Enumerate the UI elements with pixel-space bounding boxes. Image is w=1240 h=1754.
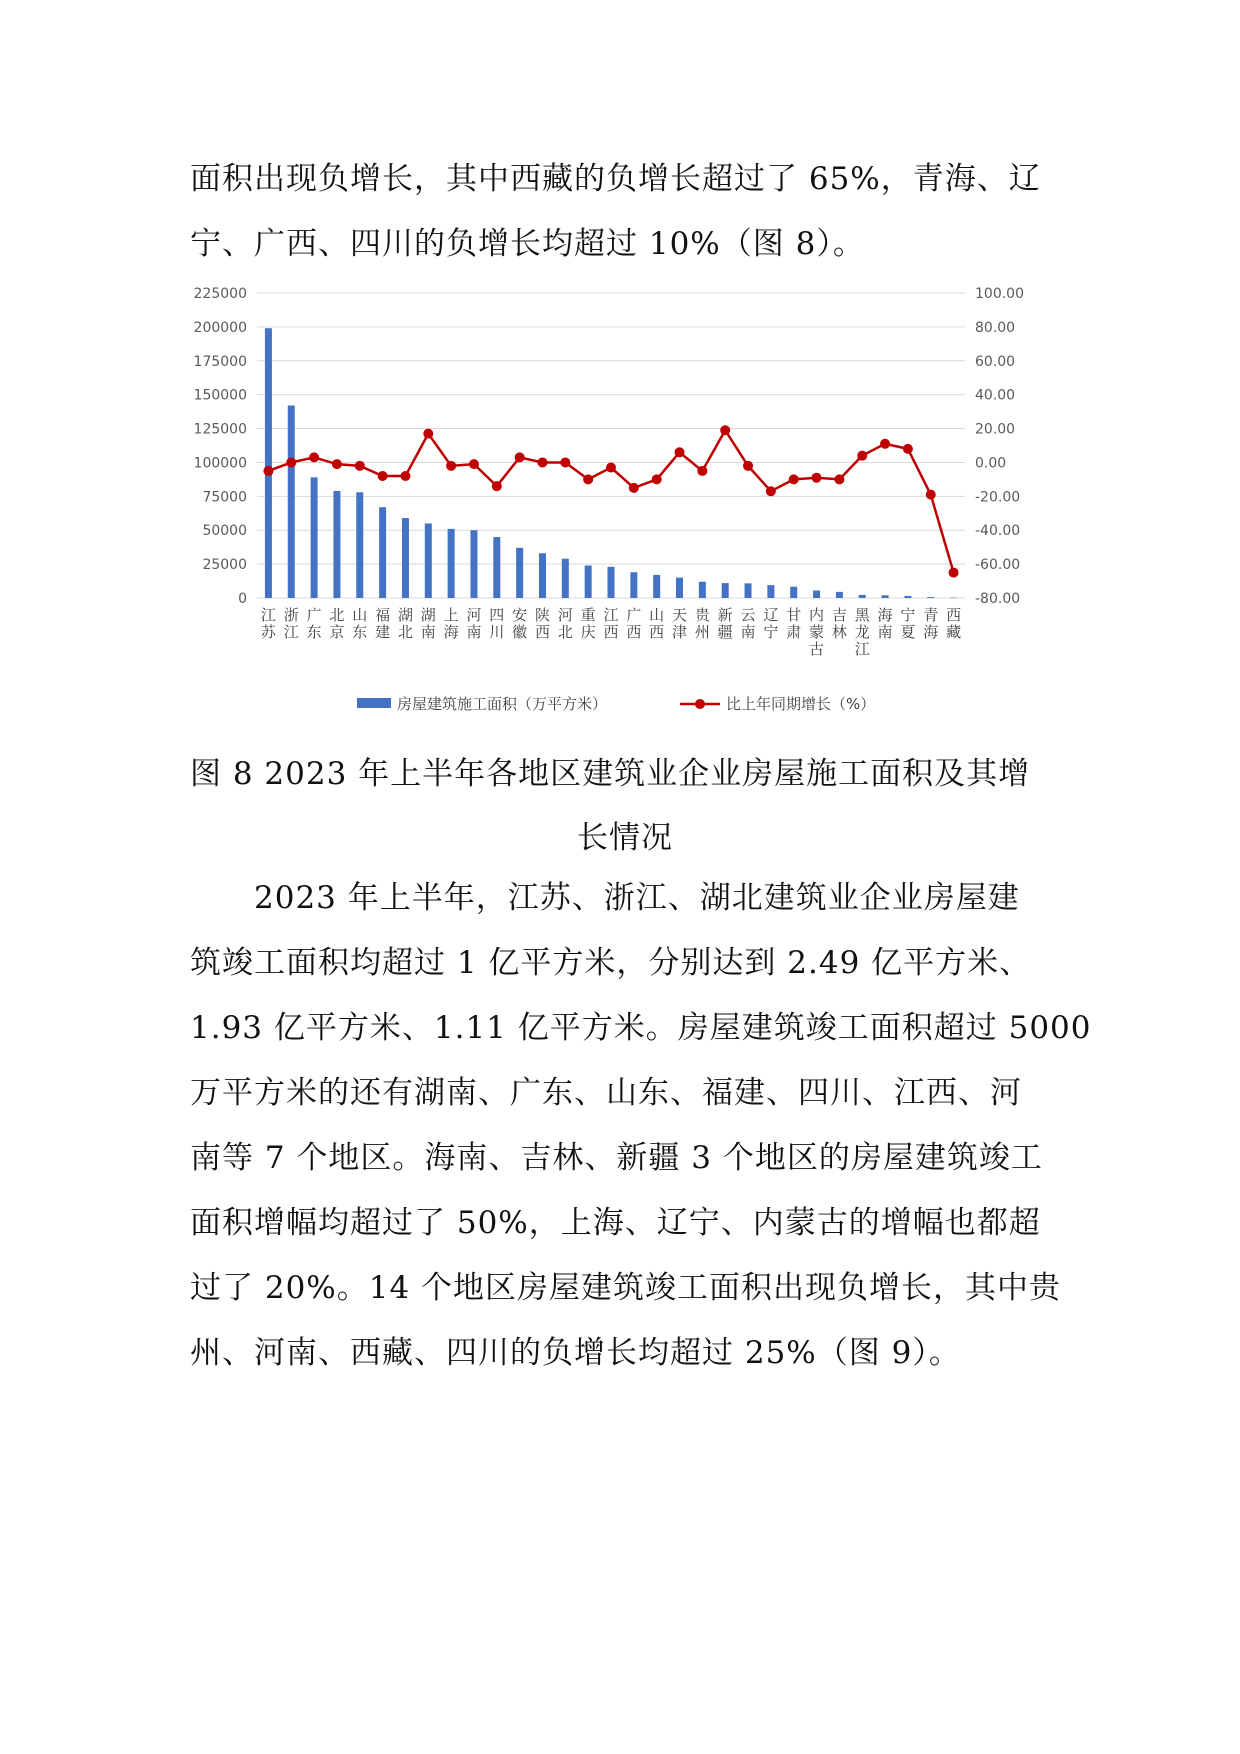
line-point <box>926 490 936 500</box>
left-tick-label: 25000 <box>202 557 247 574</box>
category-label: 山西 <box>649 606 665 641</box>
line-point <box>652 474 662 484</box>
left-tick-label: 100000 <box>193 455 247 472</box>
bar <box>767 585 774 598</box>
line-point <box>697 466 707 476</box>
category-label: 四川 <box>489 606 505 641</box>
line-point <box>332 459 342 469</box>
bar <box>493 537 500 598</box>
line-point <box>903 444 913 454</box>
category-label: 上海 <box>443 606 459 641</box>
bar <box>288 406 295 598</box>
bar <box>402 518 409 598</box>
left-tick-label: 200000 <box>193 319 247 336</box>
left-tick-label: 225000 <box>193 286 247 302</box>
bar <box>904 596 911 598</box>
bar <box>379 507 386 598</box>
text-line: 宁、广西、四川的负增长均超过 10%（图 8）。 <box>190 226 865 262</box>
category-label: 重庆 <box>580 606 596 641</box>
category-label: 云南 <box>740 606 756 641</box>
right-tick-label: 40.00 <box>975 387 1016 404</box>
left-axis-ticks <box>194 286 247 607</box>
text-line: 筑竣工面积均超过 1 亿平方米，分别达到 2.49 亿平方米、 <box>190 945 1032 981</box>
category-label: 北京 <box>329 606 345 641</box>
figure-caption-line1: 图 8 2023 年上半年各地区建筑业企业房屋施工面积及其增 <box>190 756 1031 792</box>
bar <box>745 583 752 598</box>
bar <box>608 567 615 598</box>
category-label: 黑龙江 <box>854 606 870 658</box>
top-paragraph <box>190 147 1060 277</box>
bar <box>790 587 797 598</box>
text-line: 南等 7 个地区。海南、吉林、新疆 3 个地区的房屋建筑竣工 <box>190 1140 1043 1176</box>
line-point <box>766 486 776 496</box>
line-point <box>720 425 730 435</box>
line-point <box>378 471 388 481</box>
right-tick-label: 80.00 <box>975 319 1016 336</box>
bar <box>699 582 706 598</box>
line-point <box>515 452 525 462</box>
bar <box>927 597 934 598</box>
legend-line-marker <box>695 699 705 709</box>
line-point <box>834 474 844 484</box>
category-label: 江苏 <box>260 606 276 641</box>
line-point <box>789 474 799 484</box>
category-label: 安徽 <box>512 606 528 641</box>
line-point <box>537 457 547 467</box>
category-label: 青海 <box>923 606 939 641</box>
figure-caption-line2: 长情况 <box>577 820 673 856</box>
category-label: 海南 <box>877 606 893 641</box>
bar <box>950 598 957 599</box>
right-tick-label: -80.00 <box>975 591 1021 607</box>
line-point <box>286 457 296 467</box>
legend-bar-label: 房屋建筑施工面积（万平方米） <box>397 695 608 713</box>
chart-legend <box>357 695 875 713</box>
line-point <box>583 474 593 484</box>
line-point <box>423 429 433 439</box>
category-label: 辽宁 <box>763 606 779 641</box>
bar <box>813 591 820 598</box>
category-label: 贵州 <box>694 606 710 641</box>
bar <box>722 583 729 598</box>
category-label: 河北 <box>557 606 573 641</box>
line-series <box>263 425 958 577</box>
bar <box>882 595 889 598</box>
category-label: 广东 <box>306 606 322 641</box>
category-label: 陕西 <box>534 606 550 641</box>
bar <box>516 548 523 598</box>
right-tick-label: -20.00 <box>975 489 1021 506</box>
legend-bar-swatch <box>357 698 391 708</box>
line-point <box>309 452 319 462</box>
line-point <box>446 461 456 471</box>
right-tick-label: -40.00 <box>975 523 1021 540</box>
bar <box>356 492 363 598</box>
left-tick-label: 75000 <box>202 489 247 506</box>
right-tick-label: 20.00 <box>975 421 1016 438</box>
left-tick-label: 0 <box>238 591 247 607</box>
line-point <box>949 568 959 578</box>
bar <box>539 553 546 598</box>
line-point <box>263 466 273 476</box>
construction-area-chart <box>185 285 1065 730</box>
right-axis-ticks <box>975 286 1024 607</box>
line-point <box>492 481 502 491</box>
bar <box>562 559 569 598</box>
bar <box>630 572 637 598</box>
line-point <box>743 461 753 471</box>
category-label: 内蒙古 <box>809 606 825 658</box>
category-label: 福建 <box>375 606 391 641</box>
bar <box>470 530 477 598</box>
bar <box>585 565 592 598</box>
category-label: 宁夏 <box>900 606 916 641</box>
left-tick-label: 175000 <box>193 353 247 370</box>
category-label: 西藏 <box>946 606 962 641</box>
text-line: 州、河南、西藏、四川的负增长均超过 25%（图 9）。 <box>190 1335 961 1371</box>
bar <box>425 523 432 598</box>
bar <box>265 328 272 598</box>
bottom-paragraph <box>190 866 1092 1386</box>
bar <box>448 529 455 598</box>
legend-line-label: 比上年同期增长（%） <box>726 695 876 713</box>
category-label: 新疆 <box>717 606 733 641</box>
bar <box>333 491 340 598</box>
category-label: 广西 <box>626 606 642 641</box>
text-line: 1.93 亿平方米、1.11 亿平方米。房屋建筑竣工面积超过 5000 <box>190 1010 1092 1046</box>
line-point <box>675 447 685 457</box>
text-line: 2023 年上半年，江苏、浙江、湖北建筑业企业房屋建 <box>254 880 1020 916</box>
bar <box>676 578 683 598</box>
text-line: 面积增幅均超过了 50%，上海、辽宁、内蒙古的增幅也都超 <box>190 1205 1041 1241</box>
line-point <box>880 439 890 449</box>
text-line: 过了 20%。14 个地区房屋建筑竣工面积出现负增长，其中贵 <box>190 1270 1062 1306</box>
line-point <box>629 483 639 493</box>
category-label: 河南 <box>466 606 482 641</box>
left-tick-label: 150000 <box>193 387 247 404</box>
category-label: 山东 <box>352 606 368 641</box>
line-point <box>469 459 479 469</box>
right-tick-label: -60.00 <box>975 557 1021 574</box>
bar <box>836 592 843 598</box>
line-point <box>812 473 822 483</box>
right-tick-label: 60.00 <box>975 353 1016 370</box>
line-point <box>560 457 570 467</box>
category-label: 甘肃 <box>786 606 802 641</box>
line-point <box>857 451 867 461</box>
line-point <box>606 463 616 473</box>
line-point <box>400 471 410 481</box>
bar <box>859 595 866 598</box>
category-label: 湖北 <box>397 606 413 641</box>
bar <box>311 477 318 598</box>
right-tick-label: 0.00 <box>975 455 1007 472</box>
line-point <box>355 461 365 471</box>
right-tick-label: 100.00 <box>975 286 1024 302</box>
series-line <box>268 430 953 572</box>
category-label: 浙江 <box>283 606 299 641</box>
bar <box>653 575 660 598</box>
left-tick-label: 125000 <box>193 421 247 438</box>
category-labels <box>261 606 961 658</box>
category-label: 江西 <box>603 606 619 641</box>
text-line: 万平方米的还有湖南、广东、山东、福建、四川、江西、河 <box>190 1075 1022 1111</box>
left-tick-label: 50000 <box>202 523 247 540</box>
category-label: 天津 <box>672 606 688 641</box>
category-label: 吉林 <box>831 606 847 641</box>
text-line: 面积出现负增长，其中西藏的负增长超过了 65%，青海、辽 <box>190 161 1041 197</box>
category-label: 湖南 <box>420 606 436 641</box>
